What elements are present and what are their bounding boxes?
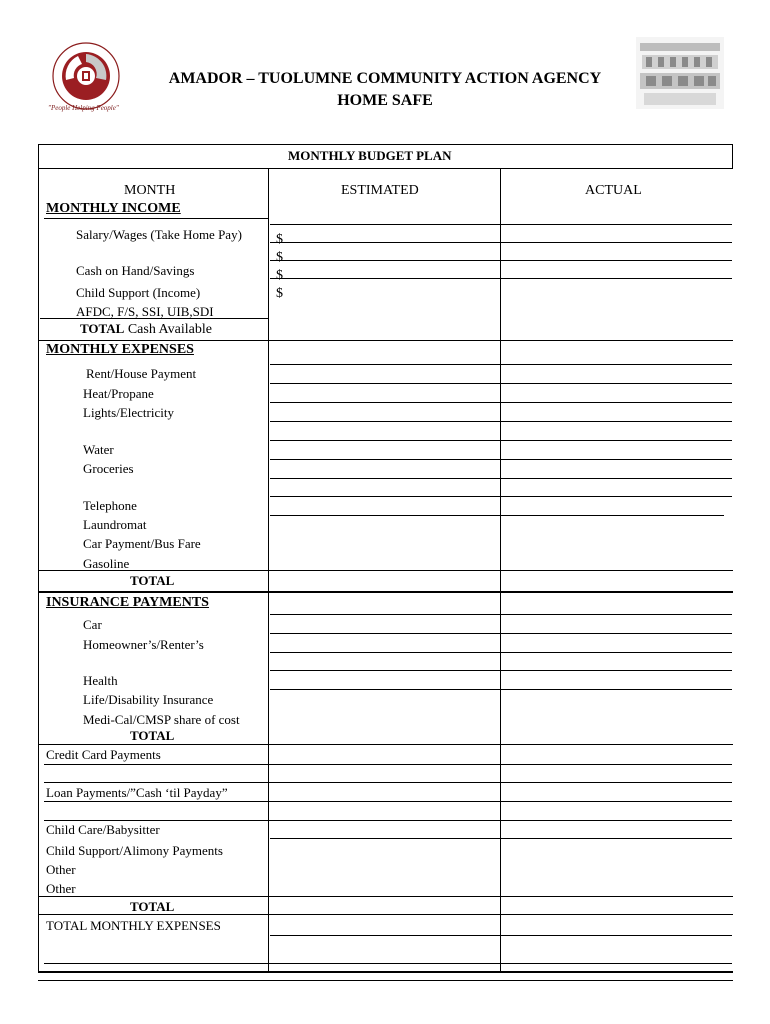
income-heading: MONTHLY INCOME — [46, 201, 181, 216]
income-item: AFDC, F/S, SSI, UIB,SDI — [76, 304, 214, 319]
income-total-label: TOTAL Cash Available — [80, 321, 212, 337]
other-item: Other — [46, 881, 76, 896]
program-name: HOME SAFE — [337, 92, 433, 109]
other-item: Child Care/Babysitter — [46, 822, 160, 837]
expense-item: Laundromat — [83, 517, 147, 532]
other-item: Other — [46, 862, 76, 877]
grand-total-label: TOTAL MONTHLY EXPENSES — [46, 918, 221, 933]
insurance-item: Life/Disability Insurance — [83, 692, 214, 707]
insurance-item: Car — [83, 617, 102, 632]
other-item: Credit Card Payments — [46, 747, 161, 762]
income-item: Child Support (Income) — [76, 285, 201, 300]
expense-item: Rent/House Payment — [86, 366, 197, 381]
currency-symbol: $ — [276, 250, 283, 265]
logo-tagline: "People Helping People" — [48, 104, 119, 112]
column-month: MONTH — [124, 183, 176, 198]
expense-item: Heat/Propane — [83, 386, 154, 401]
expense-item: Lights/Electricity — [83, 405, 174, 420]
insurance-item: Health — [83, 673, 118, 688]
income-item: Salary/Wages (Take Home Pay) — [76, 227, 242, 242]
insurance-heading: INSURANCE PAYMENTS — [46, 595, 209, 610]
expense-item: Groceries — [83, 461, 134, 476]
form-title: MONTHLY BUDGET PLAN — [288, 148, 452, 163]
expenses-total-label: TOTAL — [130, 573, 175, 588]
expenses-heading: MONTHLY EXPENSES — [46, 342, 194, 357]
expense-item: Car Payment/Bus Fare — [83, 536, 201, 551]
agency-name: AMADOR – TUOLUMNE COMMUNITY ACTION AGENCY — [168, 70, 602, 87]
building-image — [636, 37, 724, 109]
other-item: Loan Payments/”Cash ‘til Payday” — [46, 785, 228, 800]
insurance-total-label: TOTAL — [130, 728, 175, 743]
column-actual: ACTUAL — [585, 183, 642, 198]
other-total-label: TOTAL — [130, 899, 175, 914]
column-estimated: ESTIMATED — [341, 183, 419, 198]
currency-symbol: $ — [276, 232, 283, 247]
other-item: Child Support/Alimony Payments — [46, 843, 223, 858]
insurance-item: Homeowner’s/Renter’s — [83, 637, 204, 652]
expense-item: Gasoline — [83, 556, 130, 571]
currency-symbol: $ — [276, 286, 283, 301]
expense-item: Telephone — [83, 498, 137, 513]
income-item: Cash on Hand/Savings — [76, 263, 195, 278]
currency-symbol: $ — [276, 268, 283, 283]
expense-item: Water — [83, 442, 114, 457]
insurance-item: Medi-Cal/CMSP share of cost — [83, 712, 240, 727]
